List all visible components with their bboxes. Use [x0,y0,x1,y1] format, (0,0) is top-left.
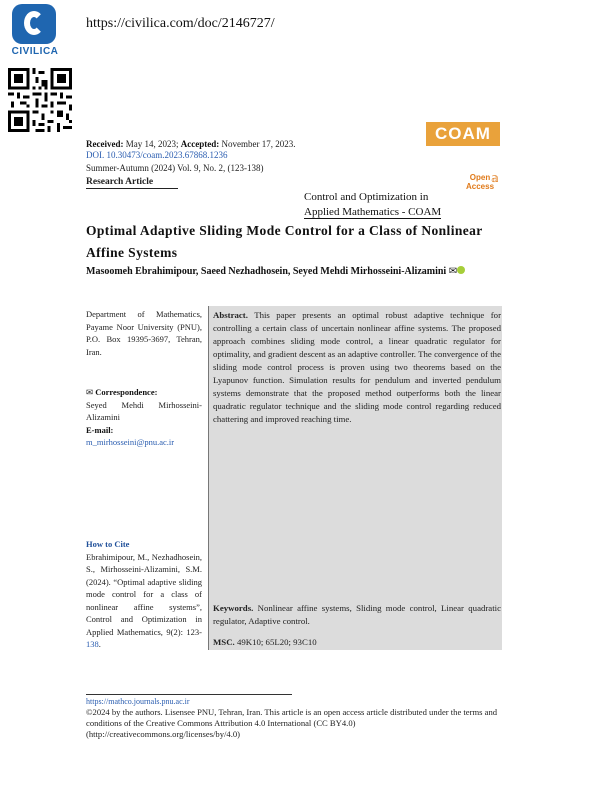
journal-name [304,190,441,220]
license-note: ©2024 by the authors. Lisensee PNU, Tehran, Iran. This article is an open access article distributed under the terms and conditions of the Creative Commons Attribution 4.0 International (CC BY4.0) (http://creativecommons.org/licenses/by/4.0) [86,707,498,739]
civilica-logo-text: CIVILICA [11,46,59,57]
coam-logo: COAM [426,122,500,146]
citation-end: . [98,639,101,649]
accepted-label: Accepted: [180,139,220,149]
affiliation: Department of Mathematics, Payame Noor University (PNU), P.O. Box 19395-3697, Tehran, Iran. [86,309,202,357]
how-to-cite [86,538,202,651]
abstract [213,309,501,426]
keywords-text: Nonlinear affine systems, Sliding mode control, Linear quadratic regulator, Adaptive control. [213,603,501,626]
civilica-logo-icon [12,4,56,44]
open-lock-icon: 𝕒 [491,171,499,185]
title-line1: Optimal Adaptive Sliding Mode Control for a Class of Nonlinear [86,223,483,238]
envelope-icon[interactable]: ✉ [448,266,458,277]
citation-page-link[interactable]: 138 [86,639,99,649]
journal-website-link[interactable]: https://mathco.journals.pnu.ac.ir [86,697,190,706]
accepted-date: November 17, 2023. [221,139,296,149]
abstract-divider [208,306,209,650]
how-to-cite-label: How to Cite [86,539,130,549]
authors-line [86,266,465,277]
correspondence-label: Correspondence: [95,387,158,397]
journal-name-line1: Control and Optimization in [304,191,429,203]
open-access-line2: Access [466,182,495,191]
title-line2: Affine Systems [86,245,178,260]
msc-label: MSC. [213,637,235,647]
footer-divider [86,694,292,695]
article-type: Research Article [86,177,178,189]
document-url[interactable]: https://civilica.com/doc/2146727/ [86,16,275,31]
citation-text: Ebrahimipour, M., Nezhadhosein, S., Mirhosseini-Alizamini, S.M. (2024). “Optimal adaptive sliding mode control for a class of nonlinear affine systems”, Control and Optimization in Applied Mathematics, 9(2): 123- [86,551,202,637]
open-access-line1: Open [469,173,491,182]
abstract-text: This paper presents an optimal robust adaptive technique for controlling a certain class of uncertain nonlinear affine systems. The proposed approach combines sliding mode control, a linear quadratic regulator for optimality, and gradient descent as an adaptive controller. The convergence of the sliding mode control process is proven using two theorems based on the Lyapunov function. Simulation results for pendulum and inverted pendulum systems demonstrate that the proposed method outperforms both the linear quadratic regulator technique and the sliding mode control regarding reduced chattering and improved reaching time. [213,310,501,424]
msc-codes: 49K10; 65L20; 93C10 [236,637,317,647]
envelope-icon: ✉ [86,387,94,397]
msc [213,637,317,647]
orcid-icon[interactable] [457,266,465,274]
paper-title [86,220,502,264]
open-access-badge [466,173,494,191]
correspondence-name: Seyed Mehdi Mirhosseini-Alizamini [86,399,202,422]
correspondence-block [86,386,202,449]
qr-code-icon [8,68,72,132]
email-link[interactable]: m_mirhosseini@pnu.ac.ir [86,437,175,447]
keywords-label: Keywords. [213,603,254,613]
civilica-logo[interactable] [6,4,64,56]
keywords [213,602,501,628]
issue-info: Summer-Autumn (2024) Vol. 9, No. 2, (123-138) [86,163,264,173]
received-date: May 14, 2023; [125,139,179,149]
doi-link[interactable]: DOI. 10.30473/coam.2023.67868.1236 [86,150,228,160]
received-label: Received: [86,139,124,149]
email-label: E-mail: [86,424,114,435]
authors: Masoomeh Ebrahimipour, Saeed Nezhadhosein, Seyed Mehdi Mirhosseini-Alizamini [86,266,447,277]
abstract-label: Abstract. [213,310,248,320]
dates-line [86,139,295,149]
journal-name-line2: Applied Mathematics - COAM [304,206,442,218]
